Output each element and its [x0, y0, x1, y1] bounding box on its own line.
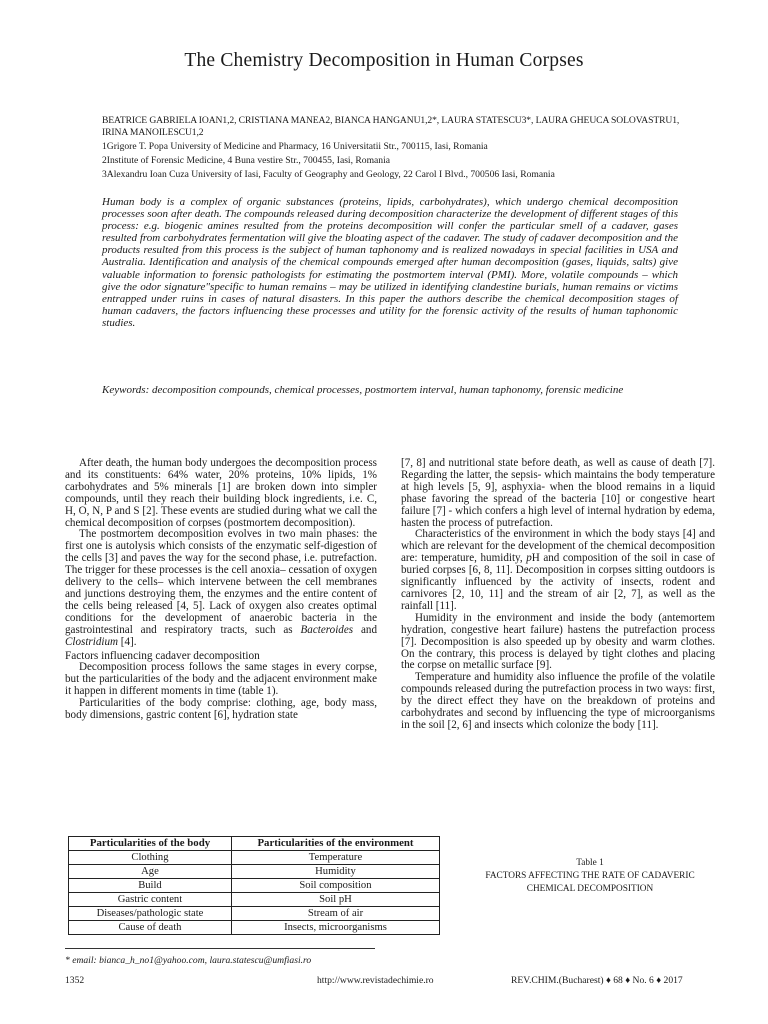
- decomposition-phases-paragraph: The postmortem decomposition evolves in two main phases: the first one is autolysis which consists of the enzymatic self-digestion of the cells [3] and paves the way for the second phase, i.e. putrefaction. The trigger for these processes is the cell anoxia– cessation of oxygen delivery to the cells– which intervene between the cell membranes and junctions destroying them, the enzymes and the entire content of the cells being released [4, 5]. Lack of oxygen also creates optimal conditions for the development of anaerobic bacteria in the gastrointestinal and respiratory tracts, such as Bacteroides and Clostridium [4].: [65, 528, 377, 648]
- table-row: [69, 921, 440, 935]
- table-caption-line: CHEMICAL DECOMPOSITION: [526, 884, 654, 894]
- email-footnote: * email: bianca_h_no1@yahoo.com, laura.statescu@umfiasi.ro: [65, 955, 312, 966]
- table-cell: Soil pH: [231, 893, 439, 907]
- body-particularities-paragraph: Particularities of the body comprise: clothing, age, body mass, body dimensions, gastric content [6], hydration state: [65, 697, 377, 722]
- keywords: Keywords: decomposition compounds, chemical processes, postmortem interval, human taphonomy, forensic medicine: [102, 384, 624, 396]
- table-cell: Clothing: [69, 851, 232, 865]
- temperature-paragraph: Temperature and humidity also influence the profile of the volatile compounds released during the putrefaction process in two ways: first, by the direct effect they have on the breakdown of proteins and carbohydrates and second by influencing the type of microorganisms in the soil [2, 6] and insects which colonize the body [11].: [401, 671, 715, 731]
- table-row: [69, 879, 440, 893]
- environment-paragraph: Characteristics of the environment in which the body stays [4] and which are relevant for the development of the chemical decomposition are: temperature, humidity, pH and composition of the soil in case of buried corpses [6, 8, 11]. Decomposition in corpses sitting outdoors is significantly influenced by the activity of insects, rodent and carnivores [2, 10, 11] and the stream of air [2, 7], as well as the rainfall [11].: [401, 528, 715, 612]
- table-row: [69, 893, 440, 907]
- author-line-1: BEATRICE GABRIELA IOAN1,2, CRISTIANA MANEA2, BIANCA HANGANU1,2*, LAURA STATESCU3*, LAURA GHEUCA SOLOVASTRU1,: [102, 115, 680, 126]
- affiliation-3: 3Alexandru Ioan Cuza University of Iasi, Faculty of Geography and Geology, 22 Carol I Blvd., 700506 Iasi, Romania: [102, 169, 555, 180]
- affiliation-2: 2Institute of Forensic Medicine, 4 Buna vestire Str., 700455, Iasi, Romania: [102, 155, 391, 166]
- journal-url[interactable]: http://www.revistadechimie.ro: [317, 975, 434, 986]
- left-column: [65, 458, 377, 722]
- table-cell: Build: [69, 879, 232, 893]
- table-caption: [455, 857, 725, 896]
- table-caption-label: Table 1: [576, 858, 604, 868]
- page-number: 1352: [65, 975, 85, 986]
- author-line-2: IRINA MANOILESCU1,2: [102, 127, 204, 138]
- affiliation-1: 1Grigore T. Popa University of Medicine and Pharmacy, 16 Universitatii Str., 700115, Iasi, Romania: [102, 141, 488, 152]
- footnote-divider: [65, 948, 375, 949]
- table-cell: Age: [69, 865, 232, 879]
- table-cell: Diseases/pathologic state: [69, 907, 232, 921]
- table-cell: Cause of death: [69, 921, 232, 935]
- table-row: [69, 907, 440, 921]
- intro-paragraph: After death, the human body undergoes the decomposition process and its constituents: 64% water, 20% proteins, 10% lipids, 1% carbohydrates and 5% minerals [1] are broken down into simpler compounds, until they reach their building block ingredients, i.e. C, H, O, N, P and S [2]. These events are studied during what we call the chemical decomposition of corpses (postmortem decomposition).: [65, 457, 377, 529]
- paper-title: The Chemistry Decomposition in Human Corpses: [184, 50, 584, 71]
- author-list: [102, 115, 682, 139]
- table-cell: Soil composition: [231, 879, 439, 893]
- table-cell: Gastric content: [69, 893, 232, 907]
- humidity-paragraph: Humidity in the environment and inside the body (antemortem hydration, congestive heart failure) hastens the putrefaction process [7]. Decomposition is also speeded up by obesity and warm clothes. On the contrary, this process is delayed by tight clothes and placing the corpse on metallic surface [9].: [401, 611, 715, 672]
- table-cell: Humidity: [231, 865, 439, 879]
- table-header: Particularities of the environment: [231, 837, 439, 851]
- table-cell: Temperature: [231, 851, 439, 865]
- journal-citation: REV.CHIM.(Bucharest) ♦ 68 ♦ No. 6 ♦ 2017: [511, 975, 683, 986]
- factors-paragraph: Decomposition process follows the same stages in every corpse, but the particularities of the body and the adjacent environment make it happen in different moments in time (table 1).: [65, 661, 377, 698]
- factors-table: [68, 836, 440, 935]
- abstract: Human body is a complex of organic substances (proteins, lipids, carbohydrates), which undergo chemical decomposition processes soon after death. The compounds released during decomposition characterize the development of different stages of this process: e.g. biogenic amines resulted from the proteins decomposition will confer the particular smell of a cadaver, gases resulted from carbohydrates fermentation will give the bloating aspect of the cadaver. The study of cadaver decomposition and the products resulted from this process is the subject of human taphonomy and is realized nowadays in special facilities in USA and Australia. Identification and analysis of the chemical compounds emerged after human decomposition (gases, liquids, salts) give valuable information to forensic pathologists for estimating the postmortem interval (PMI). More, volatile compounds – which give the odor signature"specific to human remains – may be utilized in identifying clandestine burials, human remains or victims entrapped under ruins in cases of natural disasters. In this paper the authors describe the chemical decomposition stages of human cadavers, the factors influencing these processes and utility for the forensic activity of the results of human taphonomic studies.: [102, 196, 678, 329]
- table-caption-line: FACTORS AFFECTING THE RATE OF CADAVERIC: [485, 871, 695, 881]
- table-header-row: [69, 837, 440, 851]
- right-column: [401, 458, 715, 732]
- table-row: [69, 851, 440, 865]
- clostridium-term: Clostridium: [65, 635, 119, 648]
- section-heading: Factors influencing cadaver decomposition: [65, 649, 260, 662]
- bacteroides-term: Bacteroides: [300, 623, 354, 636]
- cause-of-death-paragraph: [7, 8] and nutritional state before death, as well as cause of death [7]. Regarding the latter, the sepsis- which maintains the body temperature at high levels [5, 9], asphyxia- when the blood remains in a liquid phase favoring the spread of the bacteria [10] or congestive heart failure [7] - which confers a high level of internal hydration by edema, hasten the process of putrefaction.: [401, 457, 715, 529]
- table-cell: Stream of air: [231, 907, 439, 921]
- table-header: Particularities of the body: [69, 837, 232, 851]
- table-cell: Insects, microorganisms: [231, 921, 439, 935]
- table-row: [69, 865, 440, 879]
